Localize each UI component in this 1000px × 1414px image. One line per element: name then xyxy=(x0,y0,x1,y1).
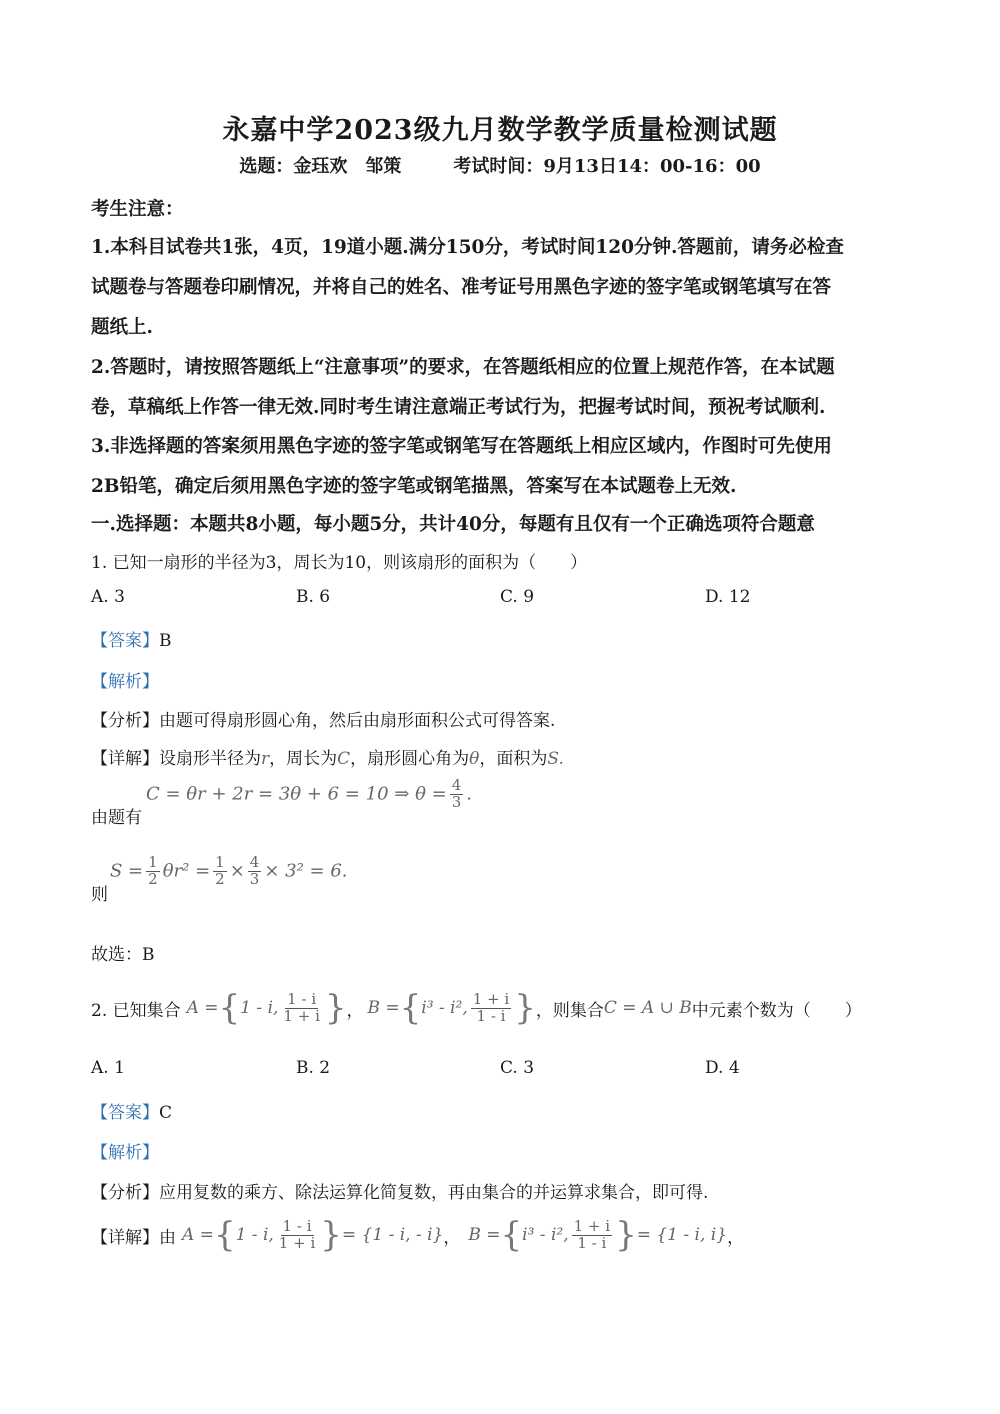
q2-set-a-label: A = xyxy=(186,998,219,1018)
q1-analysis-tag: 【解析】 xyxy=(91,672,159,692)
q1-equation-2 xyxy=(110,855,348,888)
q2-stem-a: 2. 已知集合 xyxy=(91,1000,181,1021)
left-brace-icon: { xyxy=(500,1215,523,1255)
notice-item1-line2: 试题卷与答题卷印刷情况，并将自己的姓名、准考证号用黑色字迹的签字笔或钢笔填写在答 xyxy=(91,277,832,298)
q2-fenxi-text: 应用复数的乘方、除法运算化简复数，再由集合的并运算求集合，即可得. xyxy=(159,1183,709,1203)
q2-option-a: A. 1 xyxy=(91,1058,125,1078)
eq2-frac1 xyxy=(146,855,160,888)
q2-answer: C xyxy=(159,1103,173,1123)
notice-item1-line3: 题纸上. xyxy=(91,317,153,338)
right-brace-icon: } xyxy=(320,1215,342,1255)
q2-detail-a-num: 1 - i xyxy=(282,1216,312,1235)
eq2-f2-num: 1 xyxy=(215,853,225,871)
q2-set-b-den: 1 - i xyxy=(476,1006,506,1025)
right-brace-icon: } xyxy=(615,1215,637,1255)
var-theta: θ xyxy=(469,749,480,769)
q2-stem xyxy=(91,978,862,1038)
q1-detail-text-b: ，周长为 xyxy=(269,749,338,769)
q1-eq2-prefix: 则 xyxy=(91,885,108,905)
q2-detail-a-label: A = xyxy=(182,1225,214,1245)
q2-answer-line xyxy=(91,1098,172,1123)
q2-detail-b-num: 1 + i xyxy=(573,1216,611,1235)
q2-detail-comma2: ， xyxy=(727,1227,745,1248)
answer-tag: 【答案】 xyxy=(91,631,159,651)
q1-fenxi-text: 由题可得扇形圆心角，然后由扇形面积公式可得答案. xyxy=(159,711,556,731)
q2-option-d: D. 4 xyxy=(705,1058,740,1078)
q2-detail-comma: ， xyxy=(443,1227,461,1248)
q2-fenxi-line xyxy=(91,1178,708,1203)
section-heading: 一.选择题：本题共8小题，每小题5分，共计40分，每题有且仅有一个正确选项符合题意 xyxy=(91,514,815,535)
answer-tag: 【答案】 xyxy=(91,1103,159,1123)
q2-stem-b: ，则集合 xyxy=(535,1000,604,1021)
var-s: S. xyxy=(547,749,564,769)
q1-answer-line xyxy=(91,626,172,651)
notice-heading: 考生注意： xyxy=(91,199,184,220)
eq1-fraction xyxy=(450,778,464,811)
q2-set-a-den: 1 + i xyxy=(283,1006,320,1025)
q1-detail-text-c: ，扇形圆心角为 xyxy=(350,749,470,769)
q2-detail-a-den: 1 + i xyxy=(278,1233,316,1252)
eq2-f1-num: 1 xyxy=(148,853,158,871)
eq2-end: . xyxy=(341,860,348,882)
q2-detail-b-item: i³ - i², xyxy=(522,1225,569,1245)
page-title: 永嘉中学2023级九月数学教学质量检测试题 xyxy=(222,115,778,146)
notice-item1-line1: 1.本科目试卷共1张，4页，19道小题.满分150分，考试时间120分钟.答题前，请务必检查 xyxy=(91,237,844,258)
q2-set-a-frac xyxy=(281,989,321,1025)
q2-detail-line xyxy=(91,1205,744,1265)
q2-set-a-num: 1 - i xyxy=(287,989,317,1008)
q2-option-b: B. 2 xyxy=(296,1058,331,1078)
eq2-b: θr² = xyxy=(162,860,211,882)
detail-tag: 【详解】 xyxy=(91,1227,159,1248)
eq2-f3-num: 4 xyxy=(249,853,260,871)
eq2-frac2 xyxy=(213,855,227,888)
q1-detail-text-a: 设扇形半径为 xyxy=(159,749,261,769)
q2-detail-b-den: 1 - i xyxy=(577,1233,607,1252)
notice-item3-line1: 3.非选择题的答案须用黑色字迹的签字笔或钢笔写在答题纸上相应区域内，作图时可先使用 xyxy=(91,436,832,457)
eq1-den: 3 xyxy=(451,792,462,811)
notice-item2-line1: 2.答题时，请按照答题纸上“注意事项”的要求，在答题纸相应的位置上规范作答，在本试题 xyxy=(91,357,835,378)
q2-set-b-label: B = xyxy=(367,998,400,1018)
q2-separator: ， xyxy=(346,1000,364,1021)
q1-stem: 1. 已知一扇形的半径为3，周长为10，则该扇形的面积为（ ） xyxy=(91,553,588,573)
q1-option-c: C. 9 xyxy=(500,587,535,607)
var-r: r xyxy=(261,749,270,769)
q1-option-a: A. 3 xyxy=(91,587,125,607)
notice-item2-line2: 卷，草稿纸上作答一律无效.同时考生请注意端正考试行为，把握考试时间，预祝考试顺利. xyxy=(91,397,826,418)
q2-detail-b-label: B = xyxy=(468,1225,501,1245)
q1-conclusion: 故选：B xyxy=(91,945,155,965)
q2-set-b-frac xyxy=(471,989,511,1025)
q2-detail-a-item: 1 - i, xyxy=(235,1225,274,1245)
eq1-end: . xyxy=(466,783,472,805)
right-brace-icon: } xyxy=(324,988,347,1028)
eq1-num: 4 xyxy=(451,776,462,794)
q2-detail-b-frac xyxy=(572,1216,612,1252)
eq2-f2-den: 2 xyxy=(215,869,225,888)
q2-analysis-tag: 【解析】 xyxy=(91,1143,159,1163)
q2-set-b-num: 1 + i xyxy=(472,989,510,1008)
q1-detail-line xyxy=(91,744,564,769)
q1-eq1-prefix: 由题有 xyxy=(91,808,142,828)
left-brace-icon: { xyxy=(399,988,422,1028)
q2-detail-a-frac xyxy=(277,1216,317,1252)
q1-equation-1 xyxy=(146,778,472,811)
eq1-left: C = θr + 2r = 3θ + 6 = 10 ⇒ θ = xyxy=(146,783,447,805)
q2-detail-you: 由 xyxy=(159,1227,176,1248)
setters-label: 选题：金珏欢 邹策 xyxy=(239,156,402,177)
q2-detail-a-result: = {1 - i, - i} xyxy=(341,1225,444,1245)
eq2-d: × 3² = 6 xyxy=(264,860,342,882)
var-c: C xyxy=(337,749,351,769)
q1-option-d: D. 12 xyxy=(705,587,751,607)
q1-answer: B xyxy=(159,631,172,651)
fenxi-tag: 【分析】 xyxy=(91,1183,159,1203)
eq2-a: S = xyxy=(110,860,144,882)
notice-item3-line2: 2B铅笔，确定后须用黑色字迹的签字笔或钢笔描黑，答案写在本试题卷上无效. xyxy=(91,476,737,497)
left-brace-icon: { xyxy=(213,1215,236,1255)
q2-option-c: C. 3 xyxy=(500,1058,535,1078)
eq2-c: × xyxy=(229,860,245,882)
eq2-f3-den: 3 xyxy=(249,869,260,888)
q2-detail-b-result: = {1 - i, i} xyxy=(636,1225,728,1245)
right-brace-icon: } xyxy=(514,988,536,1028)
left-brace-icon: { xyxy=(218,988,241,1028)
q1-option-b: B. 6 xyxy=(296,587,331,607)
q2-union: C = A ∪ B xyxy=(603,998,692,1018)
q1-fenxi-line xyxy=(91,706,555,731)
q2-stem-c: 中元素个数为（ ） xyxy=(691,1000,862,1021)
exam-subtitle xyxy=(0,152,1000,178)
eq2-f1-den: 2 xyxy=(148,869,158,888)
fenxi-tag: 【分析】 xyxy=(91,711,159,731)
detail-tag: 【详解】 xyxy=(91,749,159,769)
q1-detail-text-d: ，面积为 xyxy=(479,749,548,769)
exam-time-label: 考试时间：9月13日14：00-16：00 xyxy=(453,156,761,177)
q2-set-b-item: i³ - i², xyxy=(421,998,468,1018)
eq2-frac3 xyxy=(248,855,262,888)
q2-set-a-item: 1 - i, xyxy=(240,998,279,1018)
